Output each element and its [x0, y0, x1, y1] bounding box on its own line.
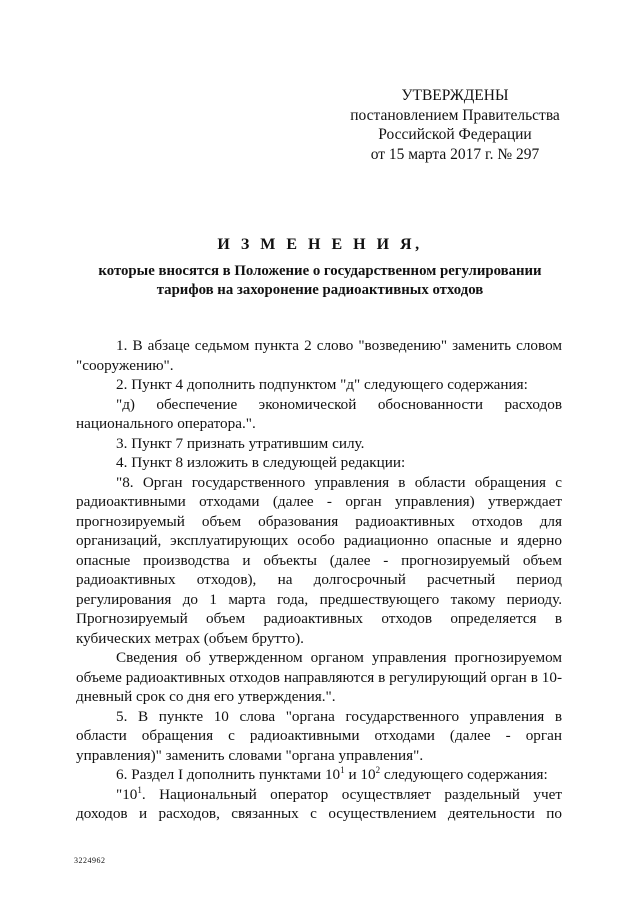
- paragraph-8-continued: Сведения об утвержденном органом управления прогнозируемом объеме радиоактивных отходов направляются в регулирующий орган в 10-дневный срок со дня его утверждения.".: [76, 649, 562, 705]
- item-1-line-2: "сооружению".: [76, 356, 174, 374]
- approval-line-1: постановлением Правительства: [350, 106, 560, 124]
- approval-line-3: от 15 марта 2017 г. № 297: [370, 145, 540, 163]
- item-1-line-1: 1. В абзаце седьмом пункта 2 слово "возведению" заменить словом: [116, 337, 562, 354]
- item-2: 2. Пункт 4 дополнить подпунктом "д" следующего содержания:: [116, 376, 528, 393]
- approval-heading: УТВЕРЖДЕНЫ: [401, 87, 509, 104]
- document-id-stamp: 3224962: [74, 856, 106, 865]
- document-subtitle: [60, 262, 580, 300]
- document-body: [76, 336, 562, 824]
- item-6: 6. Раздел I дополнить пунктами $10^1$ и $10^2$ следующего содержания:: [116, 764, 548, 783]
- document-title: И З М Е Н Е Н И Я,: [217, 236, 423, 253]
- paragraph-10-1: "$10^1$. Национальный оператор осуществляет раздельный учет доходов и расходов, связанных с осуществлением деятельности по: [76, 784, 562, 822]
- item-4: 4. Пункт 8 изложить в следующей редакции:: [116, 454, 406, 471]
- item-5: 5. В пункте 10 слова "органа государственного управления в области обращения с радиоактивными отходами (далее - орган управления)" заменить словами "органа управления".: [76, 707, 562, 764]
- item-3: 3. Пункт 7 признать утратившим силу.: [116, 434, 365, 452]
- approval-block: [340, 86, 570, 164]
- subitem-d-line-2: национального оператора.".: [76, 415, 256, 432]
- subtitle-line-2: тарифов на захоронение радиоактивных отходов: [156, 282, 484, 298]
- subitem-d-line-1: "д) обеспечение экономической обоснованности расходов: [116, 395, 562, 413]
- approval-line-2: Российской Федерации: [378, 126, 532, 143]
- subtitle-line-1: которые вносятся в Положение о государственном регулировании: [98, 263, 542, 279]
- paragraph-8: "8. Орган государственного управления в области обращения с радиоактивными отходами (далее - орган управления) утверждает прогнозируемый объем образования радиоактивных отходов для организаций, эксплуатирующих особо радиационно опасные и ядерно опасные производства и объекты (далее - прогнозируемый объем радиоактивных отходов), на долгосрочный расчетный период регулирования до 1 марта года, предшествующего такому периоду. Прогнозируемый объем радиоактивных отходов определяется в кубических метрах (объем брутто).: [76, 473, 562, 647]
